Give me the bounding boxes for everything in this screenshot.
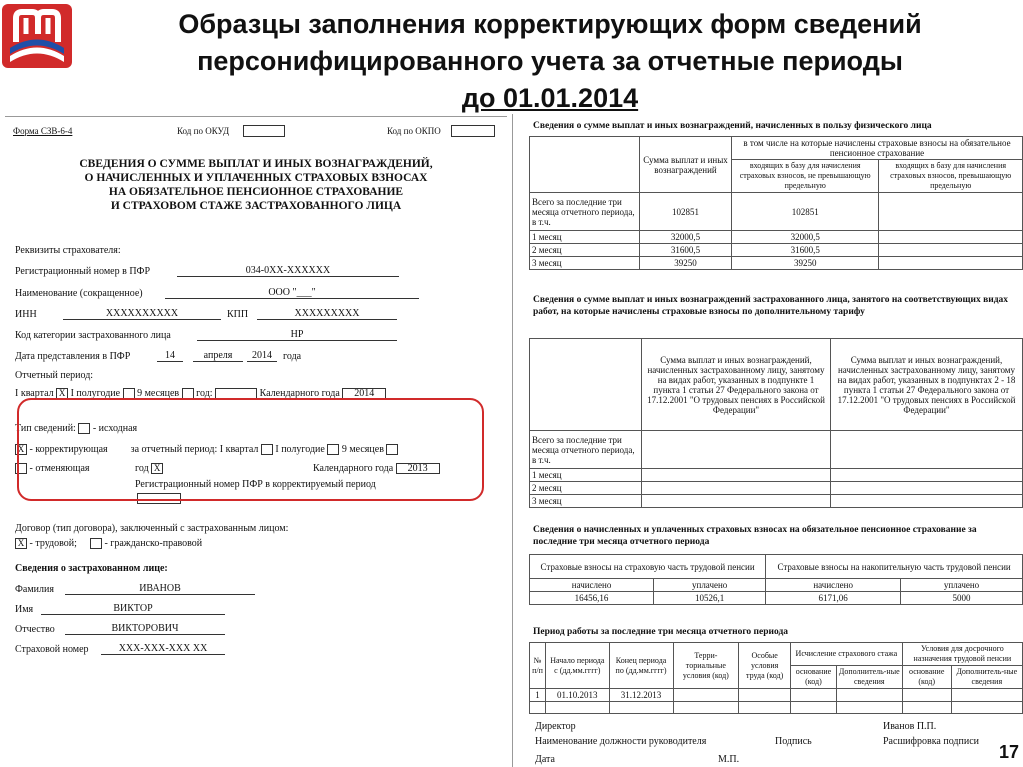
cell	[642, 469, 831, 482]
header-start: Начало периода с (дд.мм.гггг)	[546, 643, 610, 689]
surname-label: Фамилия	[15, 584, 54, 595]
row-label: 3 месяц	[530, 495, 642, 508]
header-special: Особые условия труда (код)	[739, 643, 791, 689]
header-funded: Страховые взносы на накопительную часть трудовой пенсии	[766, 555, 1023, 579]
header-sub1: Сумма выплат и иных вознаграждений, начисленных застрахованному лицу, занятому на видах работ, указанных в подпункте 1 пункта 1 статьи 27 Федерального закона от 17.12.2001 "О трудовых пенсиях в Российской Федерации"	[642, 339, 831, 431]
page-number: 17	[998, 742, 1019, 762]
cell	[546, 702, 610, 714]
header-early: Условия для досрочного назначения трудовой пенсии	[902, 643, 1022, 666]
period-num: 1	[530, 689, 546, 702]
row-label: 2 месяц	[530, 482, 642, 495]
cell	[609, 702, 673, 714]
row-base1: 102851	[732, 193, 879, 231]
director-name: Иванов П.П.	[883, 721, 937, 732]
period-end: 31.12.2013	[609, 689, 673, 702]
cell	[642, 431, 831, 469]
cell	[951, 689, 1022, 702]
header-num: № п/п	[530, 643, 546, 689]
okud-field	[243, 125, 285, 137]
row-sum: 39250	[640, 257, 732, 270]
date-label: Дата представления в ПФР	[15, 351, 131, 362]
header-insurance: Страховые взносы на страховую часть трудовой пенсии	[530, 555, 766, 579]
nine-label: 9 месяцев	[137, 388, 180, 399]
header-incl: в том числе на которые начислены страховые взносы на обязательное пенсионное страхование	[732, 137, 1023, 160]
row-sum: 102851	[640, 193, 732, 231]
reg-label: Регистрационный номер в ПФР	[15, 266, 150, 277]
civil-checkbox[interactable]	[90, 538, 102, 549]
title-line-1: Образцы заполнения корректирующих форм сведений	[178, 9, 922, 39]
header-stazh: Исчисление страхового стажа	[791, 643, 903, 666]
cell	[673, 702, 739, 714]
corr-reg-label: Регистрационный номер ПФР в корректируемый период	[135, 479, 376, 490]
row-label: Всего за последние три месяца отчетного периода, в т.ч.	[530, 431, 642, 469]
date-day: 14	[157, 350, 183, 362]
date-year: 2014	[247, 350, 277, 362]
cell	[836, 689, 902, 702]
cell	[642, 495, 831, 508]
cell	[739, 689, 791, 702]
name-label: Наименование (сокращенное)	[15, 288, 143, 299]
surname-value: ИВАНОВ	[65, 583, 255, 595]
name-value: ООО "___"	[165, 287, 419, 299]
heading-line: О НАЧИСЛЕННЫХ И УПЛАЧЕННЫХ СТРАХОВЫХ ВЗНОСАХ	[84, 172, 428, 184]
payments-table	[529, 136, 1023, 270]
accrued-label: начислено	[766, 579, 901, 592]
cell	[739, 702, 791, 714]
contribution-value: 6171,06	[766, 592, 901, 605]
q1-checkbox[interactable]: Х	[56, 388, 68, 399]
corr-year-label: год	[135, 463, 149, 474]
row-base2	[879, 244, 1023, 257]
row-base2	[879, 231, 1023, 244]
snils-value: ХХХ-ХХХ-ХХХ ХХ	[101, 643, 225, 655]
kpp-value: ХХХХХХХХХ	[257, 308, 397, 320]
header-base2: входящих в базу для начисления страховых взносов, превышающую предельную	[879, 160, 1023, 193]
form-heading	[5, 157, 507, 213]
category-label: Код категории застрахованного лица	[15, 330, 171, 341]
corr-year-checkbox[interactable]: Х	[151, 463, 163, 474]
cell	[530, 702, 546, 714]
sign-label: Подпись	[775, 736, 812, 747]
corr-label: - корректирующая	[29, 444, 108, 455]
cell	[830, 495, 1022, 508]
row-base1: 32000,5	[732, 231, 879, 244]
calyear-label: Календарного года	[259, 388, 340, 399]
reg-value: 034-0ХХ-ХХХХХХ	[177, 265, 399, 277]
date-suffix: года	[283, 351, 302, 362]
corr-period-label: за отчетный период: I квартал	[130, 444, 259, 455]
header-basis: основание (код)	[791, 666, 837, 689]
cell	[902, 702, 951, 714]
type-label: Тип сведений:	[15, 423, 76, 434]
initial-label: - исходная	[92, 423, 138, 434]
title-line-2: персонифицированного учета за отчетные периоды	[197, 46, 903, 76]
header-sub2: Сумма выплат и иных вознаграждений, начисленных застрахованному лицу, занятому на видах работ, указанных в подпунктах 2 - 18 пункта 1 статьи 27 Федерального закона от 17.12.2001 "О трудовых пенсиях в Российской Федерации"	[830, 339, 1022, 431]
insurer-title: Реквизиты страхователя:	[15, 245, 121, 256]
contract-label: Договор (тип договора), заключенный с застрахованным лицом:	[15, 523, 289, 534]
row-label: 2 месяц	[530, 244, 640, 257]
date-label-bottom: Дата	[535, 754, 555, 765]
director-label: Директор	[535, 721, 576, 732]
q1-label: I квартал	[15, 388, 54, 399]
position-label: Наименование должности руководителя	[535, 736, 707, 747]
corr-calyear-label: Календарного года	[313, 463, 394, 474]
cell	[791, 689, 837, 702]
contribution-value: 5000	[901, 592, 1023, 605]
heading-line: СВЕДЕНИЯ О СУММЕ ВЫПЛАТ И ИНЫХ ВОЗНАГРАЖДЕНИЙ,	[79, 158, 433, 170]
row-label: 3 месяц	[530, 257, 640, 270]
inn-value: ХХХХХХХХХХ	[63, 308, 221, 320]
heading-line: И СТРАХОВОМ СТАЖЕ ЗАСТРАХОВАННОГО ЛИЦА	[110, 200, 402, 212]
section1-title: Сведения о сумме выплат и иных вознаграждений, начисленных в пользу физического лица	[533, 121, 932, 131]
row-sum: 31600,5	[640, 244, 732, 257]
decode-label: Расшифровка подписи	[883, 736, 979, 747]
slide-title	[80, 6, 1020, 117]
corner-cell	[530, 339, 642, 431]
cell	[902, 689, 951, 702]
row-base1: 31600,5	[732, 244, 879, 257]
contribution-value: 10526,1	[654, 592, 766, 605]
row-base1: 39250	[732, 257, 879, 270]
row-label: 1 месяц	[530, 231, 640, 244]
form-code: Форма СЗВ-6-4	[13, 126, 73, 136]
highlight-oval	[17, 398, 484, 501]
kpp-label: КПП	[227, 309, 249, 320]
okpo-field	[451, 125, 495, 137]
cell	[673, 689, 739, 702]
row-label: Всего за последние три месяца отчетного периода, в т.ч.	[530, 193, 640, 231]
period-label: Отчетный период:	[15, 370, 94, 381]
person-title: Сведения о застрахованном лице:	[15, 563, 168, 574]
header-sum: Сумма выплат и иных вознаграждений	[640, 137, 732, 193]
cell	[830, 482, 1022, 495]
pfr-logo-icon	[2, 4, 72, 68]
row-base2	[879, 193, 1023, 231]
header-end: Конец периода по (дд.мм.гггг)	[609, 643, 673, 689]
contribution-value: 16456,16	[530, 592, 654, 605]
half-label: I полугодие	[70, 388, 121, 399]
okpo-label: Код по ОКПО	[387, 126, 441, 136]
period-start: 01.10.2013	[546, 689, 610, 702]
header-basis: основание (код)	[902, 666, 951, 689]
corr-nine-label: 9 месяцев	[341, 444, 384, 455]
snils-label: Страховой номер	[15, 644, 89, 655]
heading-line: НА ОБЯЗАТЕЛЬНОЕ ПЕНСИОННОЕ СТРАХОВАНИЕ	[108, 186, 404, 198]
calyear-value: 2014	[342, 388, 386, 399]
cell	[836, 702, 902, 714]
section2-title: Сведения о сумме выплат и иных вознаграждений застрахованного лица, занятого на соответствующих видах работ, на которые начислены страховые взносы по дополнительному тарифу	[533, 295, 1009, 317]
header-extra: Дополнитель-ные сведения	[836, 666, 902, 689]
okud-label: Код по ОКУД	[177, 126, 230, 136]
year-label: год:	[196, 388, 213, 399]
cell	[830, 431, 1022, 469]
labor-label: - трудовой;	[29, 538, 77, 549]
patronymic-value: ВИКТОРОВИЧ	[65, 623, 225, 635]
category-value: НР	[197, 329, 397, 341]
section4-title: Период работы за последние три месяца отчетного периода	[533, 627, 789, 637]
corr-calyear-value: 2013	[396, 463, 440, 474]
patronymic-label: Отчество	[15, 624, 55, 635]
labor-checkbox[interactable]: Х	[15, 538, 27, 549]
paid-label: уплачено	[654, 579, 766, 592]
mp-label: М.П.	[718, 754, 740, 765]
header-base1: входящих в базу для начисления страховых взносов, не превышающую предельную	[732, 160, 879, 193]
contributions-table	[529, 554, 1023, 605]
cell	[642, 482, 831, 495]
header-extra: Дополнитель-ные сведения	[951, 666, 1022, 689]
row-base2	[879, 257, 1023, 270]
cancel-label: - отменяющая	[29, 463, 90, 474]
work-period-table	[529, 642, 1023, 714]
paid-label: уплачено	[901, 579, 1023, 592]
corr-half-label: I полугодие	[275, 444, 325, 455]
extra-tariff-table	[529, 338, 1023, 508]
form-right-page	[512, 114, 1023, 767]
firstname-label: Имя	[15, 604, 34, 615]
cell	[791, 702, 837, 714]
firstname-value: ВИКТОР	[41, 603, 225, 615]
date-month: апреля	[193, 350, 243, 362]
row-label: 1 месяц	[530, 469, 642, 482]
corner-cell	[530, 137, 640, 193]
title-line-3: до 01.01.2014	[461, 83, 639, 113]
contract-row	[15, 538, 202, 549]
header-territory: Терри-ториальные условия (код)	[673, 643, 739, 689]
inn-label: ИНН	[15, 309, 37, 320]
cell	[830, 469, 1022, 482]
civil-label: - гражданско-правовой	[104, 538, 203, 549]
cell	[951, 702, 1022, 714]
accrued-label: начислено	[530, 579, 654, 592]
section3-title: Сведения о начисленных и уплаченных страховых взносах на обязательное пенсионное страхование за последние три месяца отчетного периода	[533, 525, 977, 547]
corr-checkbox[interactable]: Х	[15, 444, 27, 455]
row-sum: 32000,5	[640, 231, 732, 244]
